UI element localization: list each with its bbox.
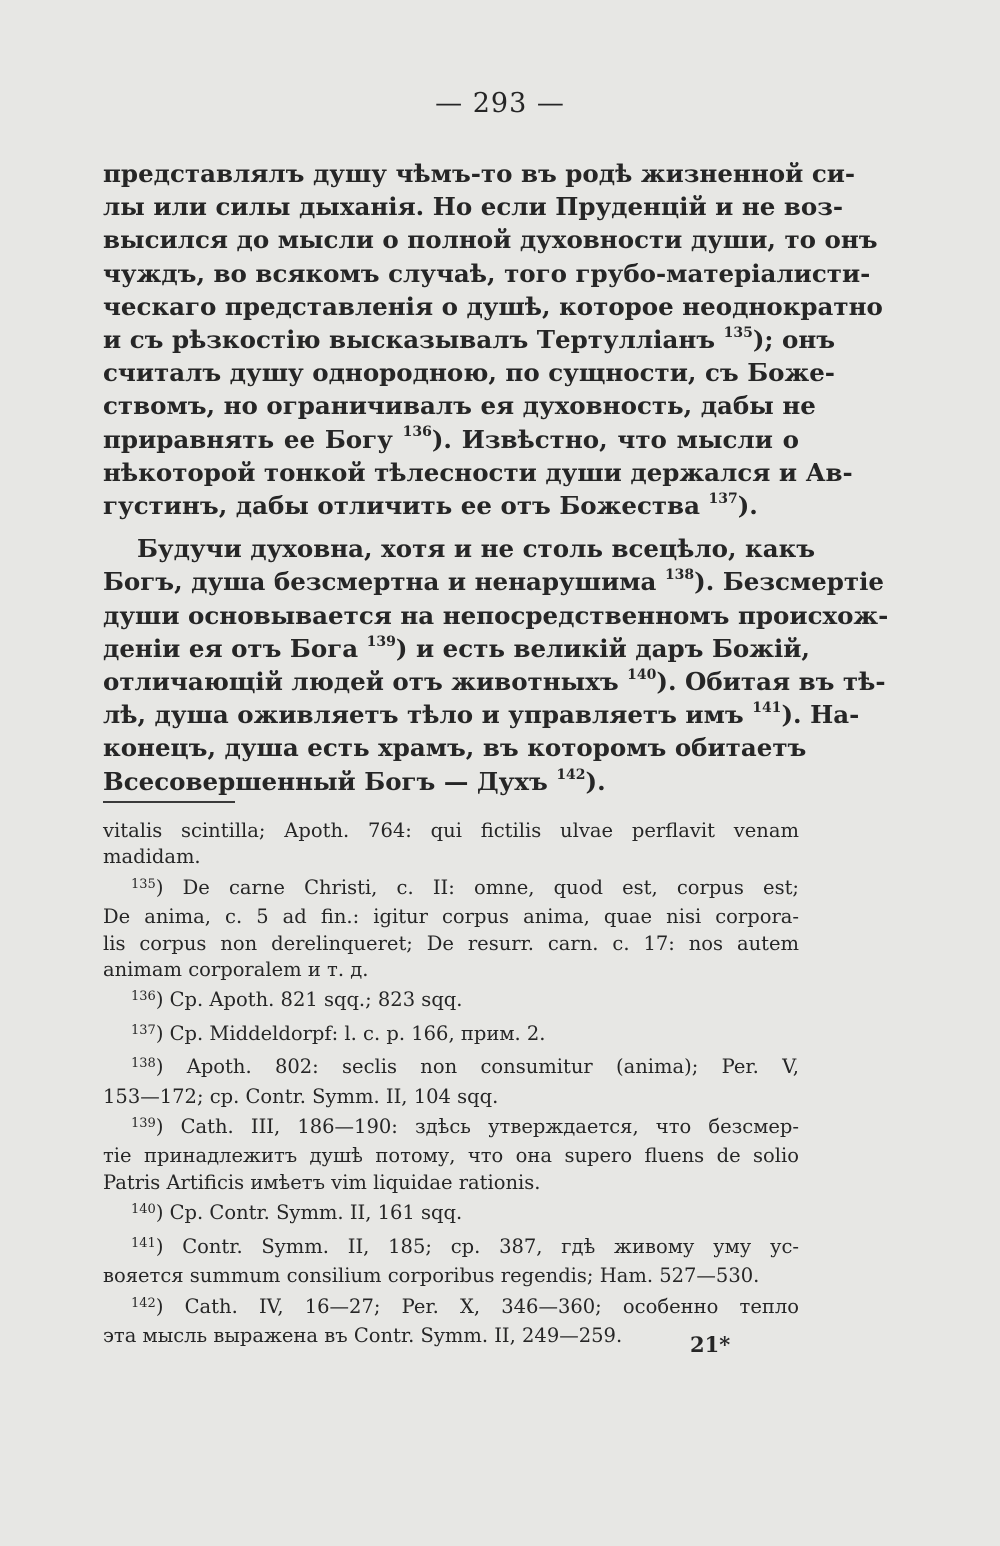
page-number: — 293 — xyxy=(435,88,565,119)
footnote-line: lis corpus non derelinqueret; De resurr. carn. c. 17: nos autem xyxy=(103,931,799,955)
footnote-ref: 140 xyxy=(627,666,657,683)
text-line-with-ref xyxy=(103,323,836,356)
footnote-number: 142 xyxy=(131,1295,156,1311)
footnote-line xyxy=(103,1021,799,1050)
footnote-ref: 142 xyxy=(556,766,586,783)
footnote-divider xyxy=(103,801,235,803)
footnote-line xyxy=(103,987,799,1016)
footnote-139 xyxy=(103,1114,799,1196)
text-line-with-ref xyxy=(103,698,860,731)
text-segment: ). Извѣстно, что мысли о xyxy=(431,424,799,454)
footnote-line xyxy=(103,1294,799,1323)
text-line: высился до мысли о полной духовности души, то онъ xyxy=(103,225,878,255)
footnote-140 xyxy=(103,1200,799,1229)
footnote-line: madidam. xyxy=(103,845,201,869)
text-segment: ) Ср. Apoth. 821 sqq.; 823 sqq. xyxy=(155,988,463,1012)
footnote-ref: 141 xyxy=(752,700,782,717)
text-segment: ) Apoth. 802: seclis non consumitur (anima); Per. V, xyxy=(155,1055,799,1079)
text-segment: ) Cath. III, 186—190: здѣсь утверждается, что безсмер- xyxy=(155,1115,799,1139)
footnote-line xyxy=(103,1234,799,1263)
footnote-line: вояется summum consilium corporibus regendis; Ham. 527—530. xyxy=(103,1264,760,1288)
footnote-ref: 138 xyxy=(664,567,695,584)
text-line-with-ref xyxy=(103,565,884,598)
footnote-ref: 137 xyxy=(708,490,738,507)
footnote-line: эта мысль выражена въ Contr. Symm. II, 249—259. xyxy=(103,1323,623,1347)
text-segment: ). На- xyxy=(781,700,860,730)
footnote-line xyxy=(103,1114,799,1143)
footnote-number: 137 xyxy=(131,1022,156,1038)
text-segment: ). xyxy=(585,766,606,796)
footnote-number: 139 xyxy=(131,1116,156,1132)
footnote-number: 136 xyxy=(131,989,156,1005)
text-line: души основывается на непосредственномъ происхож- xyxy=(103,600,889,630)
footnote-ref: 136 xyxy=(402,424,432,441)
text-segment: ) Contr. Symm. II, 185; ср. 387, гдѣ живому уму ус- xyxy=(155,1234,799,1258)
text-segment: ). Обитая въ тѣ- xyxy=(656,667,886,697)
footnote-135 xyxy=(103,875,799,984)
text-line: конецъ, душа есть храмъ, въ которомъ обитаетъ xyxy=(103,733,807,763)
text-segment: приравнять ее Богу xyxy=(103,424,393,454)
footnote-continuation xyxy=(103,818,799,871)
text-segment: ) Cath. IV, 16—27; Per. X, 346—360; особенно тепло xyxy=(155,1294,799,1318)
text-segment: ); онъ xyxy=(752,325,836,355)
text-line: ствомъ, но ограничивалъ ея духовность, дабы не xyxy=(103,391,816,421)
footnote-138 xyxy=(103,1054,799,1110)
text-segment: ) Ср. Contr. Symm. II, 161 sqq. xyxy=(155,1201,463,1225)
text-line: Будучи духовна, хотя и не столь всецѣло, какъ xyxy=(137,534,816,564)
text-line: ческаго представленія о душѣ, которое неоднократно xyxy=(103,291,883,321)
text-segment: деніи ея отъ Бога xyxy=(103,633,359,663)
footnote-line: vitalis scintilla; Apoth. 764: qui fictilis ulvae perflavit venam xyxy=(103,819,799,842)
text-segment: лѣ, душа оживляетъ тѣло и управляетъ имъ xyxy=(103,700,744,730)
text-segment: отличающій людей отъ животныхъ xyxy=(103,667,619,697)
footnote-line: animam corporalem и т. д. xyxy=(103,958,369,982)
footnote-141 xyxy=(103,1234,799,1290)
text-line: представлялъ душу чѣмъ-то въ родѣ жизненной си- xyxy=(103,159,856,188)
text-line: чуждъ, во всякомъ случаѣ, того грубо-матеріалисти- xyxy=(103,258,871,288)
footnote-line: Patris Artificis имѣетъ vim liquidae rationis. xyxy=(103,1170,541,1194)
paragraph-2 xyxy=(103,532,889,798)
text-segment: ) Ср. Middeldorpf: l. c. p. 166, прим. 2. xyxy=(155,1021,546,1045)
text-segment: Богъ, душа безсмертна и ненарушима xyxy=(103,567,657,597)
footnote-number: 135 xyxy=(131,876,156,892)
footnote-number: 141 xyxy=(131,1235,156,1251)
text-segment: и съ рѣзкостію высказывалъ Тертулліанъ xyxy=(103,325,716,355)
text-segment: ) De carne Christi, c. II: omne, quod est, corpus est; xyxy=(155,875,799,899)
text-segment: Всесовершенный Богъ — Духъ xyxy=(103,766,548,796)
footnote-number: 140 xyxy=(131,1202,156,1218)
printer-signature: 21* xyxy=(690,1332,731,1357)
text-line-with-ref xyxy=(103,423,799,456)
footnote-line xyxy=(103,1054,799,1083)
paragraph-1 xyxy=(103,157,883,522)
footnote-136 xyxy=(103,987,799,1016)
main-text xyxy=(103,157,889,798)
text-segment: ) и есть великій даръ Божій, xyxy=(395,633,810,663)
text-line-with-ref xyxy=(103,489,799,522)
footnote-ref: 139 xyxy=(366,633,396,650)
text-line-with-ref xyxy=(103,632,810,665)
text-line-with-ref xyxy=(103,765,799,798)
footnote-line xyxy=(103,875,799,904)
footnote-line: тіе принадлежитъ душѣ потому, что она supero fluens de solio xyxy=(103,1144,799,1168)
text-segment: густинъ, дабы отличить ее отъ Божества xyxy=(103,491,700,521)
footnotes xyxy=(103,818,799,1353)
footnote-line: De anima, c. 5 ad fin.: igitur corpus anima, quae nisi corpora- xyxy=(103,905,799,929)
text-line: лы или силы дыханія. Но если Пруденцій и не воз- xyxy=(103,192,844,222)
footnote-number: 138 xyxy=(131,1056,156,1072)
footnote-ref: 135 xyxy=(723,324,753,341)
footnote-137 xyxy=(103,1021,799,1050)
footnote-line xyxy=(103,1200,799,1229)
text-segment: ). xyxy=(737,491,758,521)
text-line: нѣкоторой тонкой тѣлесности души держался и Ав- xyxy=(103,457,853,487)
text-line-with-ref xyxy=(103,665,886,698)
text-segment: ). Безсмертіе xyxy=(694,567,884,597)
text-line: считалъ душу однородною, по сущности, съ Боже- xyxy=(103,358,835,388)
footnote-line: 153—172; ср. Contr. Symm. II, 104 sqq. xyxy=(103,1084,499,1108)
